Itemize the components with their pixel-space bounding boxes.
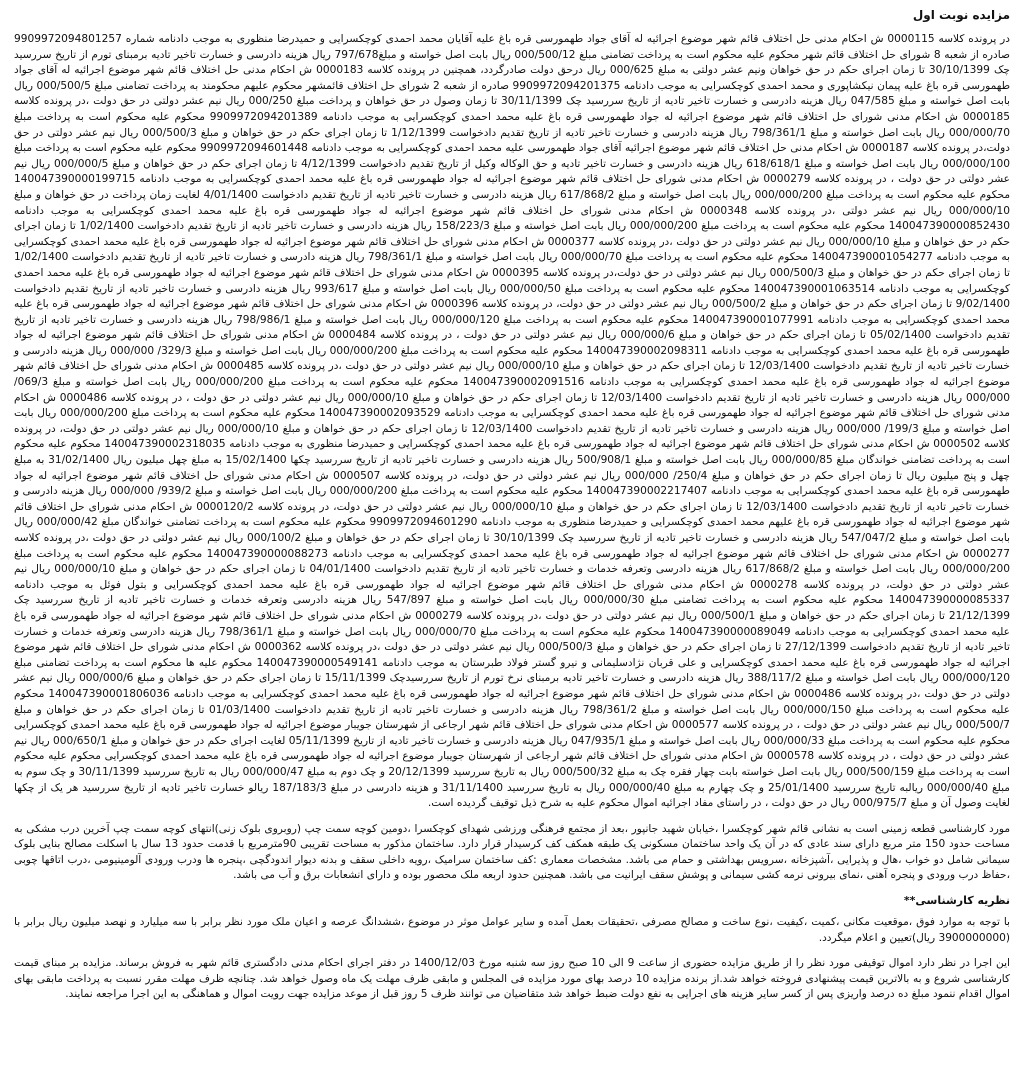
property-description-paragraph: مورد کارشناسی قطعه زمینی است به نشانی قائم شهر کوچکسرا ،خیابان شهید جانپور ،بعد از مجتمع فرهنگی ورزشی شهدای کوچکسرا ،دومین کوچه سمت چپ (روبروی بلوک زنی)انتهای کوچه سمت چپ آخرین درب مشکی به مساحت حدود 150 متر مربع دارای سند عادی که در آن یک واحد ساختمان مسکونی یک طبقه همکف کف کرسیدار قرار دارد. ساختمان مذکور به مساحت تقریبی 90مترمربع با قدمت حدود 13 سال با اسکلت مصالح بنایی بلوک سیمانی شامل دو خواب ،هال و پذیرایی ،آشپزخانه ،سرویس بهداشتی و حمام می باشد. مشخصات معماری :کف ساختمان سرامیک ،رویه داخلی سقف و بدنه دیوار اندودگچی ،پنجره ها ودرب ورودی آلومینیومی ،درب اتاقها چوبی ،حفاظ درب ورودی و پنجره آهنی ،نمای بیرونی نرمه کشی سیمانی و پوشش سقف ایرانیت می باشد. همچنین حدود اربعه ملک محصور بوده و دارای انشعابات برق و آب می باشد. [14, 822, 1010, 882]
notice-title: مزایده نوبت اول [912, 8, 1010, 22]
expert-opinion-heading: نظریه کارشناسی** [903, 894, 1010, 908]
auction-terms-paragraph: این اجرا در نظر دارد اموال توقیفی مورد نظر را از طریق مزایده حضوری از ساعت 9 الی 10 صبح روز سه شنبه مورخ 1400/12/03 در دفتر اجرای احکام مدنی دادگستری قائم شهر به فروش برساند. مزایده بر مبنای قیمت کارشناسی شروع و به بالاترین قیمت پیشنهادی فروخته خواهد شد.از برنده مزایده 10 درصد بهای مورد مزایده فی المجلس و مابقی ظرف مهلت یک ماه وصول خواهد شد. چنانچه ظرف مهلت مقرر نسبت به پرداخت مابقی بهای اموال اقدام ننمود مبلغ ده درصد واریزی پس از کسر سایر هزینه های اجرایی به نفع دولت ضبط خواهد شد متقاضیان می توانند ظرف 5 روز قبل از موعد مزایده جهت رویت اموال و هماهنگی به این اجرا مراجعه نمایند. [14, 957, 1010, 1001]
expert-opinion-paragraph: با توجه به موارد فوق ،موقعیت مکانی ،کمیت ،کیفیت ،نوع ساخت و مصالح مصرفی ،تحقیقات بعمل آمده و سایر عوامل موثر در موضوع ،ششدانگ عرصه و اعیان ملک مورد نظر برابر با سه میلیارد و نهصد میلیون ریال برابر با (3900000000 ریال)تعیین و اعلام میگردد. [14, 916, 1010, 944]
case-details-paragraph: در پرونده کلاسه 0000115 ش احکام مدنی حل اختلاف قائم شهر موضوع اجرائیه له آقای جواد طهمورسی قره باغ علیه آقایان محمد احمدی کوچکسرایی و حمیدرضا منظوری به موجب دادنامه شماره 9909972094801257 صادره از شعبه 8 شورای حل اختلاف قائم شهر محکوم علیه محکوم است به پرداخت تضامنی مبلغ 000/500/12 ریال بابت اصل خواسته و مبلغ797/678 ریال هزینه دادرسی و خسارت تاخیر تادیه برمبنای تورم از تاریخ سررسید چک 30/10/1399 تا زمان اجرای حکم در حق خواهان ونیم عشر دولتی به مبلغ 000/625 ریال درحق دولت صادرگردد، همچنین در پرونده کلاسه 0000183 ش احکام مدنی حل اختلاف قائم شهر موضوع اجرائیه له آقای جواد طهمورسی قره باغ علیه پیمان نیکشاپوری و محمد احمدی کوچکسرایی به موجب دادنامه 9909972094201375 صادره از شعبه 2 شورای حل اختلاف قائمشهر محکوم علیهم محکومند به پرداخت تضامنی مبلغ 000/500/5 ریال بابت اصل خواسته و مبلغ 047/585 ریال هزینه دادرسی و خسارت تاخیر تادیه از تاریخ سررسید چک 30/11/1399 تا زمان وصول در حق خواهان و پرداخت مبلغ 000/250 ریال نیم عشر دولتی در حق دولت ،در پرونده کلاسه 0000185 ش احکام مدنی شورای حل اختلاف قائم شهر موضوع اجرائیه له جواد طهمورسی قره باغ علیه محمد احمدی کوچکسرایی به موجب دادنامه 9909972094201389 محکوم علیه محکوم است به پرداخت مبلغ 000/000/70 ریال بابت اصل خواسته و مبلغ 798/361/1 ریال هزینه دادرسی و خسارت تاخیر تادیه از تاریخ تقدیم دادخواست 1/12/1399 تا زمان اجرای حکم در حق خواهان و مبلغ 000/500/3 ریال نیم عشر دولتی در حق دولت،در پرونده کلاسه 0000187 ش احکام مدنی حل اختلاف قائم شهر موضوع اجرائیه آقای جواد طهمورسی علیه محمد احمدی کوچکسرایی به موجب دادنامه 9909972094601448 محکوم علیه محکوم است به پرداخت مبلغ 000/000/100 ریال بابت اصل خواسته و مبلغ 618/618/1 ریال هزینه دادرسی و خسارت تاخیر تادیه و حق الوکاله وکیل از تاریخ تقدیم دادخواست 4/12/1399 تا زمان اجرای حکم در حق خواهان و مبلغ 000/000/5 ریال نیم عشر دولتی در حق دولت ، در پرونده کلاسه 0000279 ش احکام مدنی شورای حل اختلاف قائم شهر موضوع اجرائیه له جواد طهمورسی قره باغ علیه محمد احمدی کوچکسرایی به موجب دادنامه 140047390000199715 محکوم علیه محکوم است به پرداخت مبلغ 000/000/200 ریال بابت اصل خواسته و مبلغ 617/868/2 ریال هزینه دادرسی و خسارت تاخیر تادیه از تاریخ تقدیم دادخواست 4/01/1400 لغایت زمان پرداخت در حق خواهان و مبلغ 000/000/10 ریال نیم عشر دولتی ،در پرونده کلاسه 0000348 ش احکام مدنی شورای حل اختلاف قائم شهر موضوع اجرائیه له جواد طهمورسی قره باغ علیه محمد احمدی کوچکسرایی به موجب دادنامه 140047390000852430 محکوم علیه محکوم است به پرداخت مبلغ 000/000/200 ریال بابت اصل خواسته و مبلغ 158/223/3 ریال هزینه دادرسی و خسارت تاخیر تادیه از تاریخ تقدیم دادخواست 1/02/1400 تا زمان اجرای حکم در حق خواهان و مبلغ 000/000/10 ریال نیم عشر دولتی در حق دولت ،در پرونده کلاسه 0000377 ش احکام مدنی شورای حل اختلاف قائم شهر موضوع اجرائیه له جواد طهمورسی قره باغ علیه محمد احمدی کوچکسرایی به موجب دادنامه 140047390001054277 محکوم علیه محکوم است به پرداخت مبلغ 000/000/70 ریال بابت اصل خواسته و مبلغ 798/361/1 ریال هزینه دادرسی و خسارت تاخیر تادیه از تاریخ تقدیم دادخواست 1/02/1400 تا زمان اجرای حکم در حق خواهان و مبلغ 000/500/3 ریال نیم عشر دولتی در حق دولت،در پرونده کلاسه 0000395 ش احکام مدنی شورای حل اختلاف قائم شهر موضوع اجرائیه له جواد طهمورسی قره باغ علیه محمد احمدی کوچکسرایی به موجب دادنامه 140047390001063514 محکوم علیه محکوم است به پرداخت مبلغ 000/000/50 ریال بابت اصل خواسته و مبلغ 993/617 ریال هزینه دادرسی و خسارت تاخیر تادیه از تاریخ تقدیم دادخواست 9/02/1400 تا زمان اجرای حکم در حق خواهان و مبلغ 000/500/2 ریال نیم عشر دولتی در حق دولت، در پرونده کلاسه 0000396 ش احکام مدنی شورای حل اختلاف قائم شهر موضوع اجرائیه له جواد طهمورسی قره باغ علیه محمد احمدی کوچکسرایی به موجب دادنامه 140047390001077991 محکوم علیه محکوم است به پرداخت مبلغ 000/000/120 ریال بابت اصل خواسته و مبلغ 798/986/1 ریال هزینه دادرسی و خسارت تاخیر تادیه از تاریخ تقدیم دادخواست 05/02/1400 تا زمان اجرای حکم در حق خواهان و مبلغ 000/000/6 ریال نیم عشر دولتی در حق دولت ، در پرونده کلاسه 0000484 ش احکام مدنی شورای حل اختلاف قائم شهر موضوع اجرائیه له جواد طهمورسی قره باغ علیه محمد احمدی کوچکسرایی به موجب دادنامه 140047390002098311 محکوم علیه محکوم است به پرداخت مبلغ 000/000/200 ریال بابت اصل خواسته و مبلغ 329/3/ 000/000 ریال هزینه دادرسی و خسارت تاخیر تادیه از تاریخ تقدیم دادخواست 12/03/1400 تا زمان اجرای حکم در حق خواهان و مبلغ 000/000/10 ریال نیم عشر دولتی در حق دولت ،در پرونده کلاسه 0000485 ش احکام مدنی شورای حل اختلاف قائم شهر موضوع اجرائیه له جواد طهمورسی قره باغ علیه محمد احمدی کوچکسرایی به موجب دادنامه 140047390002091516 محکوم علیه محکوم است به پرداخت مبلغ 000/000/200 ریال بابت اصل خواسته و مبلغ 069/3/ 000/000 ریال هزینه دادرسی و خسارت تاخیر تادیه از تاریخ تقدیم دادخواست 12/03/1400 تا زمان اجرای حکم در حق خواهان و مبلغ 000/000/10 ریال نیم عشر دولتی در حق دولت ، در پرونده کلاسه 0000486 ش احکام مدنی شورای حل اختلاف قائم شهر موضوع اجرائیه له جواد طهمورسی قره باغ علیه محمد احمدی کوچکسرایی به موجب دادنامه 140047390002093529 محکوم علیه محکوم است به پرداخت مبلغ 000/000/200 ریال بابت اصل خواسته و مبلغ 199/3/ 000/000 ریال هزینه دادرسی و خسارت تاخیر تادیه از تاریخ تقدیم دادخواست 12/03/1400 تا زمان اجرای حکم در حق خواهان و مبلغ 000/000/10 ریال نیم عشر دولتی در حق دولت، در پرونده کلاسه 0000502 ش احکام مدنی شورای حل اختلاف قائم شهر موضوع اجرائیه له جواد طهمورسی قره باغ علیه محمد احمدی کوچکسرایی و حمیدرضا منظوری به موجب دادنامه 140047390002318035 محکوم علیه محکوم است به پرداخت تضامنی خواندگان مبلغ 000/000/85 ریال بابت اصل خواسته و مبلغ 500/908/1 ریال هزینه دادرسی و خسارت تاخیر تادیه از تاریخ سررسید چکها 15/02/1400 به مبلغ چهل میلیون ریال 31/02/1400 به مبلغ چهل و پنج میلیون ریال تا زمان اجرای حکم در حق خواهان و مبلغ 250/4/ 000/000 ریال نیم عشر دولتی در حق دولت، در پرونده کلاسه 0000507 ش احکام مدنی شورای حل اختلاف قائم شهر موضوع اجرائیه له جواد طهمورسی قره باغ علیه محمد احمدی کوچکسرایی به موجب دادنامه 140047390002217407 محکوم علیه محکوم است به پرداخت مبلغ 000/000/200 ریال بابت اصل خواسته و مبلغ 939/2/ 000/000 ریال هزینه دادرسی و خسارت تاخیر تادیه از تاریخ تقدیم دادخواست 12/03/1400 تا زمان اجرای حکم در حق خواهان و مبلغ 000/000/10 ریال نیم عشر دولتی در حق دولت، در پرونده کلاسه 0000120/2 ش احکام مدنی شورای حل اختلاف قائم شهر موضوع اجرائیه له جواد طهمورسی قره باغ علیهم محمد احمدی کوچکسرایی و حمیدرضا منظوری به موجب دادنامه 9909972094601290 محکوم علیه محکوم است به پرداخت تضامنی خواندگان مبلغ 000/000/42 ریال بابت اصل خواسته و مبلغ 547/047/2 ریال هزینه دادرسی و خسارت تاخیر تادیه از تاریخ سررسید چک 30/10/1399 تا زمان اجرای حکم در حق خواهان و مبلغ 000/100/2 ریال نیم عشر دولتی در حق دولت ،در پرونده کلاسه 0000277 ش احکام مدنی شورای حل اختلاف قائم شهر موضوع اجرائیه له جواد طهمورسی قره باغ علیه محمد احمدی کوچکسرایی به موجب دادنامه 140047390000088273 محکوم علیه محکوم است به پرداخت مبلغ 000/000/200 ریال بابت اصل خواسته و مبلغ 617/868/2 ریال هزینه دادرسی وتعرفه خدمات و خسارت تاخیر تادیه از تاریخ تقدیم دادخواست 04/01/1400 تا زمان اجرای حکم در حق خواهان و مبلغ 000/000/10 ریال نیم عشر دولتی در حق دولت، در پرونده کلاسه 0000278 ش احکام مدنی شورای حل اختلاف قائم شهر موضوع اجرائیه له جواد طهمورسی قره باغ علیه محمد احمدی کوچکسرایی و بتول فوئل به موجب دادنامه 140047390000085337 محکوم علیه محکوم است به پرداخت تضامنی مبلغ 000/000/30 ریال بابت اصل خواسته و مبلغ 547/897 ریال هزینه دادرسی وتعرفه خدمات و خسارت تاخیر تادیه از تاریخ سررسید چک 21/12/1399 تا زمان اجرای حکم در حق خواهان و مبلغ 000/500/1 ریال نیم عشر دولتی در حق دولت ،در پرونده کلاسه 0000279 ش احکام مدنی شورای حل اختلاف قائم شهر موضوع اجرائیه له جواد طهمورسی قره باغ علیه محمد احمدی کوچکسرایی به موجب دادنامه 140047390000089049 محکوم علیه محکوم است به پرداخت مبلغ 000/000/70 ریال بابت اصل خواسته و مبلغ 798/361/1 ریال هزینه دادرسی وتعرفه خدمات و خسارت تاخیر تادیه از تاریخ تقدیم دادخواست 27/12/1399 تا زمان اجرای حکم در حق خواهان و مبلغ 000/500/3 ریال نیم عشر دولتی در حق دولت ،در پرونده کلاسه 0000362 ش احکام مدنی شورای حل اختلاف قائم شهر موضوع اجرائیه له جواد طهمورسی قره باغ علیه محمد احمدی کوچکسرایی و علی قربان نژادسلیمانی و نیرو گستر فولاد طبرستان به موجب دادنامه 140047390000549141 محکوم علیه ها محکوم است به پرداخت تضامنی مبلغ 000/000/120 ریال بابت اصل خواسته و مبلغ 388/117/2 ریال هزینه دادرسی و خسارت تاخیر تادیه برمبنای نرخ تورم از تاریخ سررسیدچک 15/11/1399 تا زمان اجرای حکم در حق خواهان و مبلغ 000/000/6 ریال نیم عشر دولتی در حق دولت ،در پرونده کلاسه 0000486 ش احکام مدنی شورای حل اختلاف قائم شهر موضوع اجرائیه له جواد طهمورسی قره باغ علیه محمد احمدی کوچکسرایی به موجب دادنامه 140047390001806036 محکوم علیه محکوم است به پرداخت مبلغ 000/000/150 ریال بابت اصل خواسته و مبلغ 798/361/2 ریال هزینه دادرسی و خسارت تاخیر تادیه از تاریخ تقدیم دادخواست 01/03/1400 تا زمان اجرای حکم در حق خواهان و مبلغ 000/500/7 ریال نیم عشر دولتی در حق دولت ، در پرونده کلاسه 0000577 ش احکام مدنی شورای حل اختلاف قائم شهر ارجاعی از شهرستان جویبار موضوع اجرائیه له جواد طهمورسی قره باغ علیه محمد احمدی کوچکسرایی محکوم علیه محکوم است به پرداخت مبلغ 000/000/33 ریال بابت اصل خواسته و مبلغ 047/935/1 ریال هزینه دادرسی و خسارت تاخیر تادیه از تاریخ 05/11/1399 لغایت اجرای حکم در حق خواهان و مبلغ 000/650/1 ریال نیم عشر دولتی در حق دولت ، در پرونده کلاسه 0000578 ش احکام مدنی شورای حل اختلاف قائم شهر ارجاعی از شهرستان جویبار موضوع اجرائیه له جواد طهمورسی قره باغ علیه محمد احمدی کوچکسرایی محکوم علیه محکوم است به پرداخت مبلغ 000/500/159 ریال بابت اصل خواسته بابت چهار فقره چک به مبلغ 000/500/32 ریال به تاریخ سررسید 20/12/1399 و چک دوم به مبلغ 000/000/47 ریال به تاریخ سررسید 30/11/1399 و چک سوم به مبلغ 000/000/40 ریالبه تاریخ سررسید 25/01/1400 و چک چهارم به مبلغ 000/000/40 ریال به تاریخ سررسید 31/11/1400 و هزینه دادرسی در مبلغ 187/183/3 ریالو خسارت تاخیر تادیه از تاریخ سررسید هر یک از چکها لغایت وصول آن و مبلغ 000/975/7 ریال در حق دولت ، در راستای مفاد اجرائیه اموال محکوم علیه به شرح ذیل توقیف گردیده است. [14, 33, 1011, 810]
